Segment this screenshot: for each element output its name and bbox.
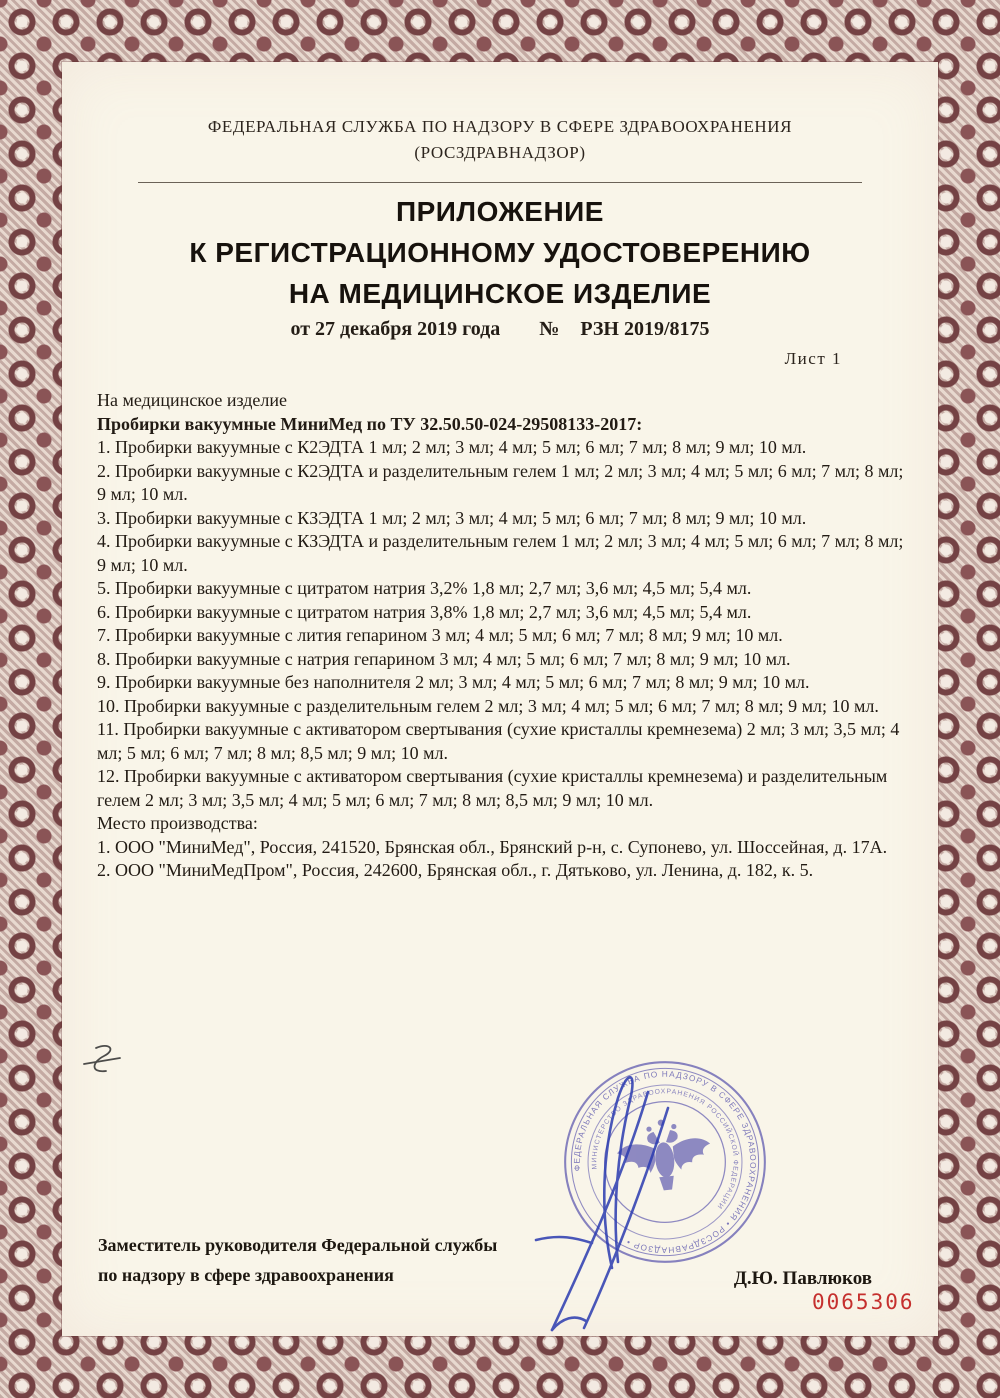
production-heading: Место производства: xyxy=(97,813,258,833)
production-site: 2. ООО "МиниМедПром", Россия, 242600, Брянская обл., г. Дятьково, ул. Ленина, д. 182, к. 5. xyxy=(97,860,814,880)
stamp-outer-ring-text: ФЕДЕРАЛЬНАЯ СЛУЖБА ПО НАДЗОРУ В СФЕРЕ ЗДРАВООХРАНЕНИЯ • РОСЗДРАВНАДЗОР • xyxy=(571,1068,759,1256)
product-item: 8. Пробирки вакуумные с натрия гепарином 3 мл; 4 мл; 5 мл; 6 мл; 7 мл; 8 мл; 9 мл; 10 мл. xyxy=(97,648,791,669)
number-sign: № xyxy=(539,318,560,340)
signatory-name: Д.Ю. Павлюков xyxy=(733,1268,872,1289)
title-line-2: К РЕГИСТРАЦИОННОМУ УДОСТОВЕРЕНИЮ xyxy=(189,237,811,268)
production-site-list xyxy=(97,836,904,883)
agency-name: ФЕДЕРАЛЬНАЯ СЛУЖБА ПО НАДЗОРУ В СФЕРЕ ЗДРАВООХРАНЕНИЯ xyxy=(207,117,793,136)
registration-number: РЗН 2019/8175 xyxy=(580,318,710,340)
product-item: 1. Пробирки вакуумные с К2ЭДТА 1 мл; 2 мл; 3 мл; 4 мл; 5 мл; 6 мл; 7 мл; 8 мл; 9 мл; 10 мл. xyxy=(97,437,807,457)
product-item: 5. Пробирки вакуумные с цитратом натрия 3,2% 1,8 мл; 2,7 мл; 3,6 мл; 4,5 мл; 5,4 мл. xyxy=(97,578,752,598)
stamp-inner-ring-text: МИНИСТЕРСТВО ЗДРАВООХРАНЕНИЯ РОССИЙСКОЙ ФЕДЕРАЦИИ xyxy=(591,1088,739,1211)
signature-block xyxy=(98,1230,872,1290)
agency-short-name: (РОСЗДРАВНАДЗОР) xyxy=(414,143,586,162)
document-body xyxy=(97,389,904,883)
date-number-line xyxy=(62,318,938,341)
signatory-title xyxy=(98,1230,497,1290)
sheet-label: Лист 1 xyxy=(784,349,842,368)
product-item: 6. Пробирки вакуумные с цитратом натрия 3,8% 1,8 мл; 2,7 мл; 3,6 мл; 4,5 мл; 5,4 мл. xyxy=(97,601,752,622)
product-item: 2. Пробирки вакуумные с К2ЭДТА и разделительным гелем 1 мл; 2 мл; 3 мл; 4 мл; 5 мл; 6 мл; 7 мл; 8 мл; 9 мл; 10 мл. xyxy=(97,460,904,504)
agency-header xyxy=(62,114,938,166)
product-heading: Пробирки вакуумные МиниМед по ТУ 32.50.50-024-29508133-2017: xyxy=(97,413,643,434)
product-list xyxy=(97,436,904,812)
signatory-title-line-1: Заместитель руководителя Федеральной службы xyxy=(98,1235,498,1255)
document-paper xyxy=(62,62,938,1336)
signatory-title-line-2: по надзору в сфере здравоохранения xyxy=(98,1265,394,1285)
serial-number: 0065306 xyxy=(812,1290,915,1314)
product-item: 12. Пробирки вакуумные с активатором свертывания (сухие кристаллы кремнезема) и разделительным гелем 2 мл; 3 мл; 3,5 мл; 4 мл; 5 мл; 6 мл; 7 мл; 8 мл; 8,5 мл; 9 мл; 10 мл. xyxy=(97,766,888,810)
production-site: 1. ООО "МиниМед", Россия, 241520, Брянская обл., Брянский р-н, с. Супонево, ул. Шоссейная, д. 17А. xyxy=(97,836,888,857)
product-item: 10. Пробирки вакуумные с разделительным гелем 2 мл; 3 мл; 4 мл; 5 мл; 6 мл; 7 мл; 8 мл; 9 мл; 10 мл. xyxy=(97,695,879,716)
document-title xyxy=(62,191,938,314)
product-item: 11. Пробирки вакуумные с активатором свертывания (сухие кристаллы кремнезема) 2 мл; 3 мл; 3,5 мл; 4 мл; 5 мл; 6 мл; 7 мл; 8 мл; 8,5 мл; 9 мл; 10 мл. xyxy=(97,719,900,763)
product-item: 9. Пробирки вакуумные без наполнителя 2 мл; 3 мл; 4 мл; 5 мл; 6 мл; 7 мл; 8 мл; 9 мл; 10 мл. xyxy=(97,672,810,692)
product-item: 7. Пробирки вакуумные с лития гепарином 3 мл; 4 мл; 5 мл; 6 мл; 7 мл; 8 мл; 9 мл; 10 мл. xyxy=(97,625,783,645)
header-divider xyxy=(138,182,862,183)
issue-date: от 27 декабря 2019 года xyxy=(290,318,501,340)
body-intro: На медицинское изделие xyxy=(97,390,288,410)
title-line-3: НА МЕДИЦИНСКОЕ ИЗДЕЛИЕ xyxy=(288,278,712,309)
product-item: 3. Пробирки вакуумные с КЗЭДТА 1 мл; 2 мл; 3 мл; 4 мл; 5 мл; 6 мл; 7 мл; 8 мл; 9 мл; 10 мл. xyxy=(97,507,807,528)
title-line-1: ПРИЛОЖЕНИЕ xyxy=(396,196,604,227)
product-item: 4. Пробирки вакуумные с КЗЭДТА и разделительным гелем 1 мл; 2 мл; 3 мл; 4 мл; 5 мл; 6 мл; 7 мл; 8 мл; 9 мл; 10 мл. xyxy=(97,531,904,575)
